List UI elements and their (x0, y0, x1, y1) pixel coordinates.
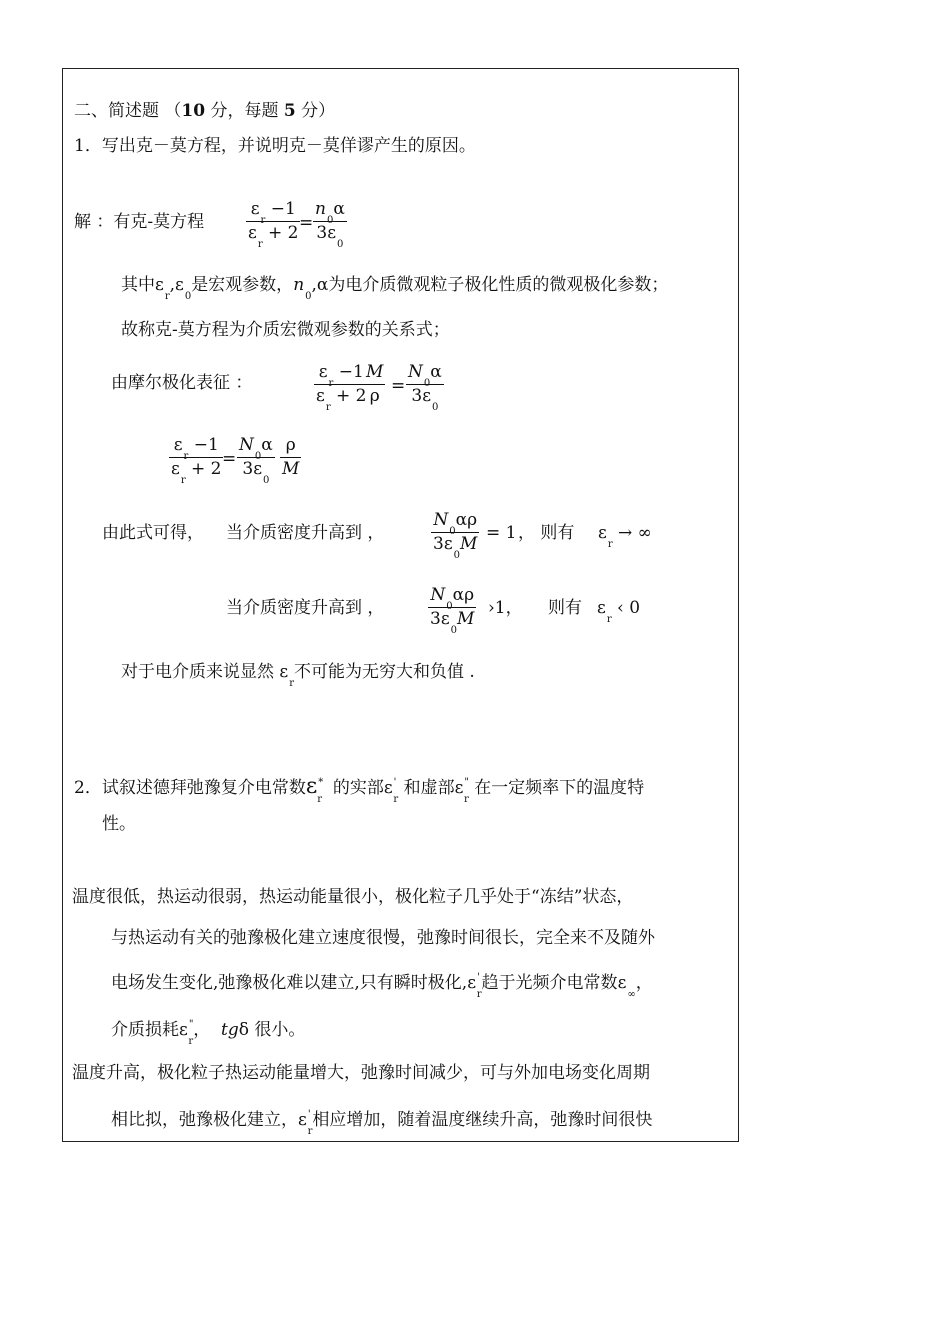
rearranged-fraction-mid: $N_0\alpha$ $3\varepsilon_0$ (239, 435, 273, 486)
answer-2-p2-line2: 相比拟，弛豫极化建立，$\varepsilon'_r$相应增加，随着温度继续升高，弛豫时间很快 (111, 1109, 653, 1137)
answer-1-line3: 故称克-莫方程为介质宏微观参数的关系式； (121, 320, 450, 340)
equals-sign: = (222, 449, 237, 469)
equals-sign: = (391, 376, 406, 396)
equals-one: = 1 (486, 523, 517, 543)
density-fraction-1: $N_0\alpha\rho$ $3\varepsilon_0M$ (433, 510, 478, 561)
answer-2-p1-line2: 与热运动有关的弛豫极化建立速度很慢，弛豫时间很长，完全来不及随外 (111, 928, 655, 948)
eps-r-negative: $\varepsilon_r$ ‹ 0 (597, 598, 641, 625)
answer-2-p1-line4: 介质损耗$\varepsilon^"_r$， tgδ 很小。 (111, 1019, 306, 1047)
answer-2-p2-line1: 温度升高，极化粒子热运动能量增大，弛豫时间减少，可与外加电场变化周期 (72, 1063, 650, 1083)
density-phrase-2: 当介质密度升高到 ， (226, 598, 385, 618)
question-1: 1．写出克－莫方程，并说明克－莫佯谬产生的原因。 (74, 136, 476, 156)
equals-sign: = (299, 213, 314, 233)
question-2-line1: 2．试叙述德拜弛豫复介电常数$\varepsilon^*_r$ 的实部$\varepsilon'_r$ 和虚部$\varepsilon^"_r$ 在一定频率下的温度特 (74, 774, 645, 805)
answer-2-p1-line1: 温度很低，热运动很弱，热运动能量很小，极化粒子几乎处于“冻结”状态， (72, 887, 634, 907)
answer-1-intro: 解 ：有克-莫方程 (74, 212, 205, 232)
density-phrase-1: 当介质密度升高到 ， (226, 523, 385, 543)
cm-fraction-left: $\varepsilon_r -1$ $\varepsilon_r + 2$ (248, 199, 299, 250)
molar-fraction-mid: M ρ (366, 362, 384, 406)
density-fraction-2: $N_0\alpha\rho$ $3\varepsilon_0M$ (430, 585, 475, 636)
eps-r-inf: $\varepsilon_r$ → ∞ (598, 523, 652, 550)
then-have-1: ， 则有 (518, 523, 575, 543)
rearranged-fraction-left: $\varepsilon_r -1$ $\varepsilon_r + 2$ (171, 435, 222, 486)
answer-1-line2: 其中$\varepsilon_r,\varepsilon_0$是宏观参数，$n_0,\alpha$为电介质微观粒子极化性质的微观极化参数； (121, 275, 669, 302)
answer-1-conclusion: 对于电介质来说显然 $\varepsilon_r$不可能为无穷大和负值 . (121, 662, 475, 689)
molar-fraction-right: $N_0\alpha$ $3\varepsilon_0$ (408, 362, 442, 413)
answer-2-p1-line3: 电场发生变化,弛豫极化难以建立,只有瞬时极化$,\varepsilon'_r$趋于光频介电常数$\varepsilon_\infty$， (111, 972, 653, 1000)
then-have-2: 则有 (548, 598, 582, 618)
section-heading: 二、简述题 （10 分，每题 5 分） (74, 101, 336, 121)
molar-label: 由摩尔极化表征 ： (111, 373, 253, 393)
cm-fraction-right: $n_0\alpha$ $3\varepsilon_0$ (315, 199, 345, 250)
molar-fraction-left: $\varepsilon_r -1$ $\varepsilon_r + 2$ (316, 362, 367, 413)
question-2-line2: 性。 (102, 814, 136, 834)
rearranged-fraction-right: ρ M (282, 435, 300, 479)
derive-intro: 由此式可得， (102, 523, 204, 543)
greater-than-one: ›1， (488, 598, 523, 618)
